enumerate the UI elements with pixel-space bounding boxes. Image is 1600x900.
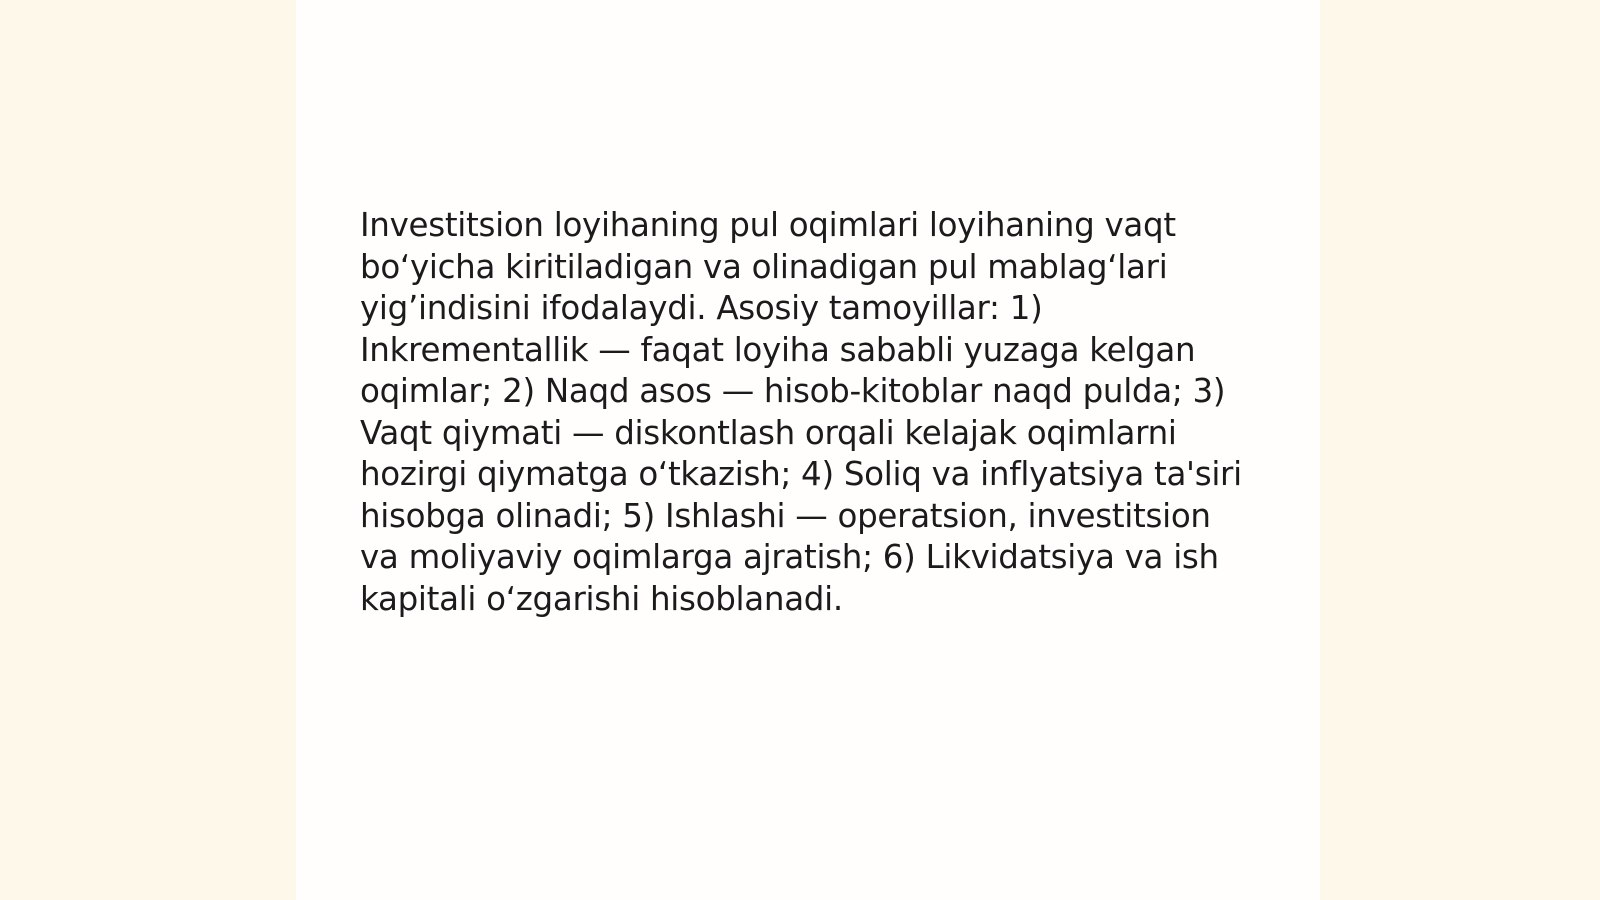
slide-text-line: hozirgi qiymatga o‘tkazish; 4) Soliq va inflyatsiya ta'siri [360, 455, 1242, 493]
slide-text-line: yig’indisini ifodalaydi. Asosiy tamoyillar: 1) [360, 289, 1043, 327]
slide-text-line: Inkrementallik — faqat loyiha sababli yuzaga kelgan [360, 330, 1196, 369]
slide-text-line: Vaqt qiymati — diskontlash orqali kelajak oqimlarni [360, 413, 1177, 452]
slide [296, 0, 1320, 900]
slide-text-line: hisobga olinadi; 5) Ishlashi — operatsion, investitsion [360, 496, 1211, 535]
slide-body-text [360, 205, 1260, 620]
slide-text-line: va moliyaviy oqimlarga ajratish; 6) Likvidatsiya va ish [360, 538, 1219, 576]
slide-text-line: Investitsion loyihaning pul oqimlari loyihaning vaqt [360, 206, 1176, 244]
slide-text-line: oqimlar; 2) Naqd asos — hisob-kitoblar naqd pulda; 3) [360, 372, 1226, 410]
slide-text-line: kapitali o‘zgarishi hisoblanadi. [360, 579, 843, 618]
slide-text-line: bo‘yicha kiritiladigan va olinadigan pul mablag‘lari [360, 247, 1168, 286]
